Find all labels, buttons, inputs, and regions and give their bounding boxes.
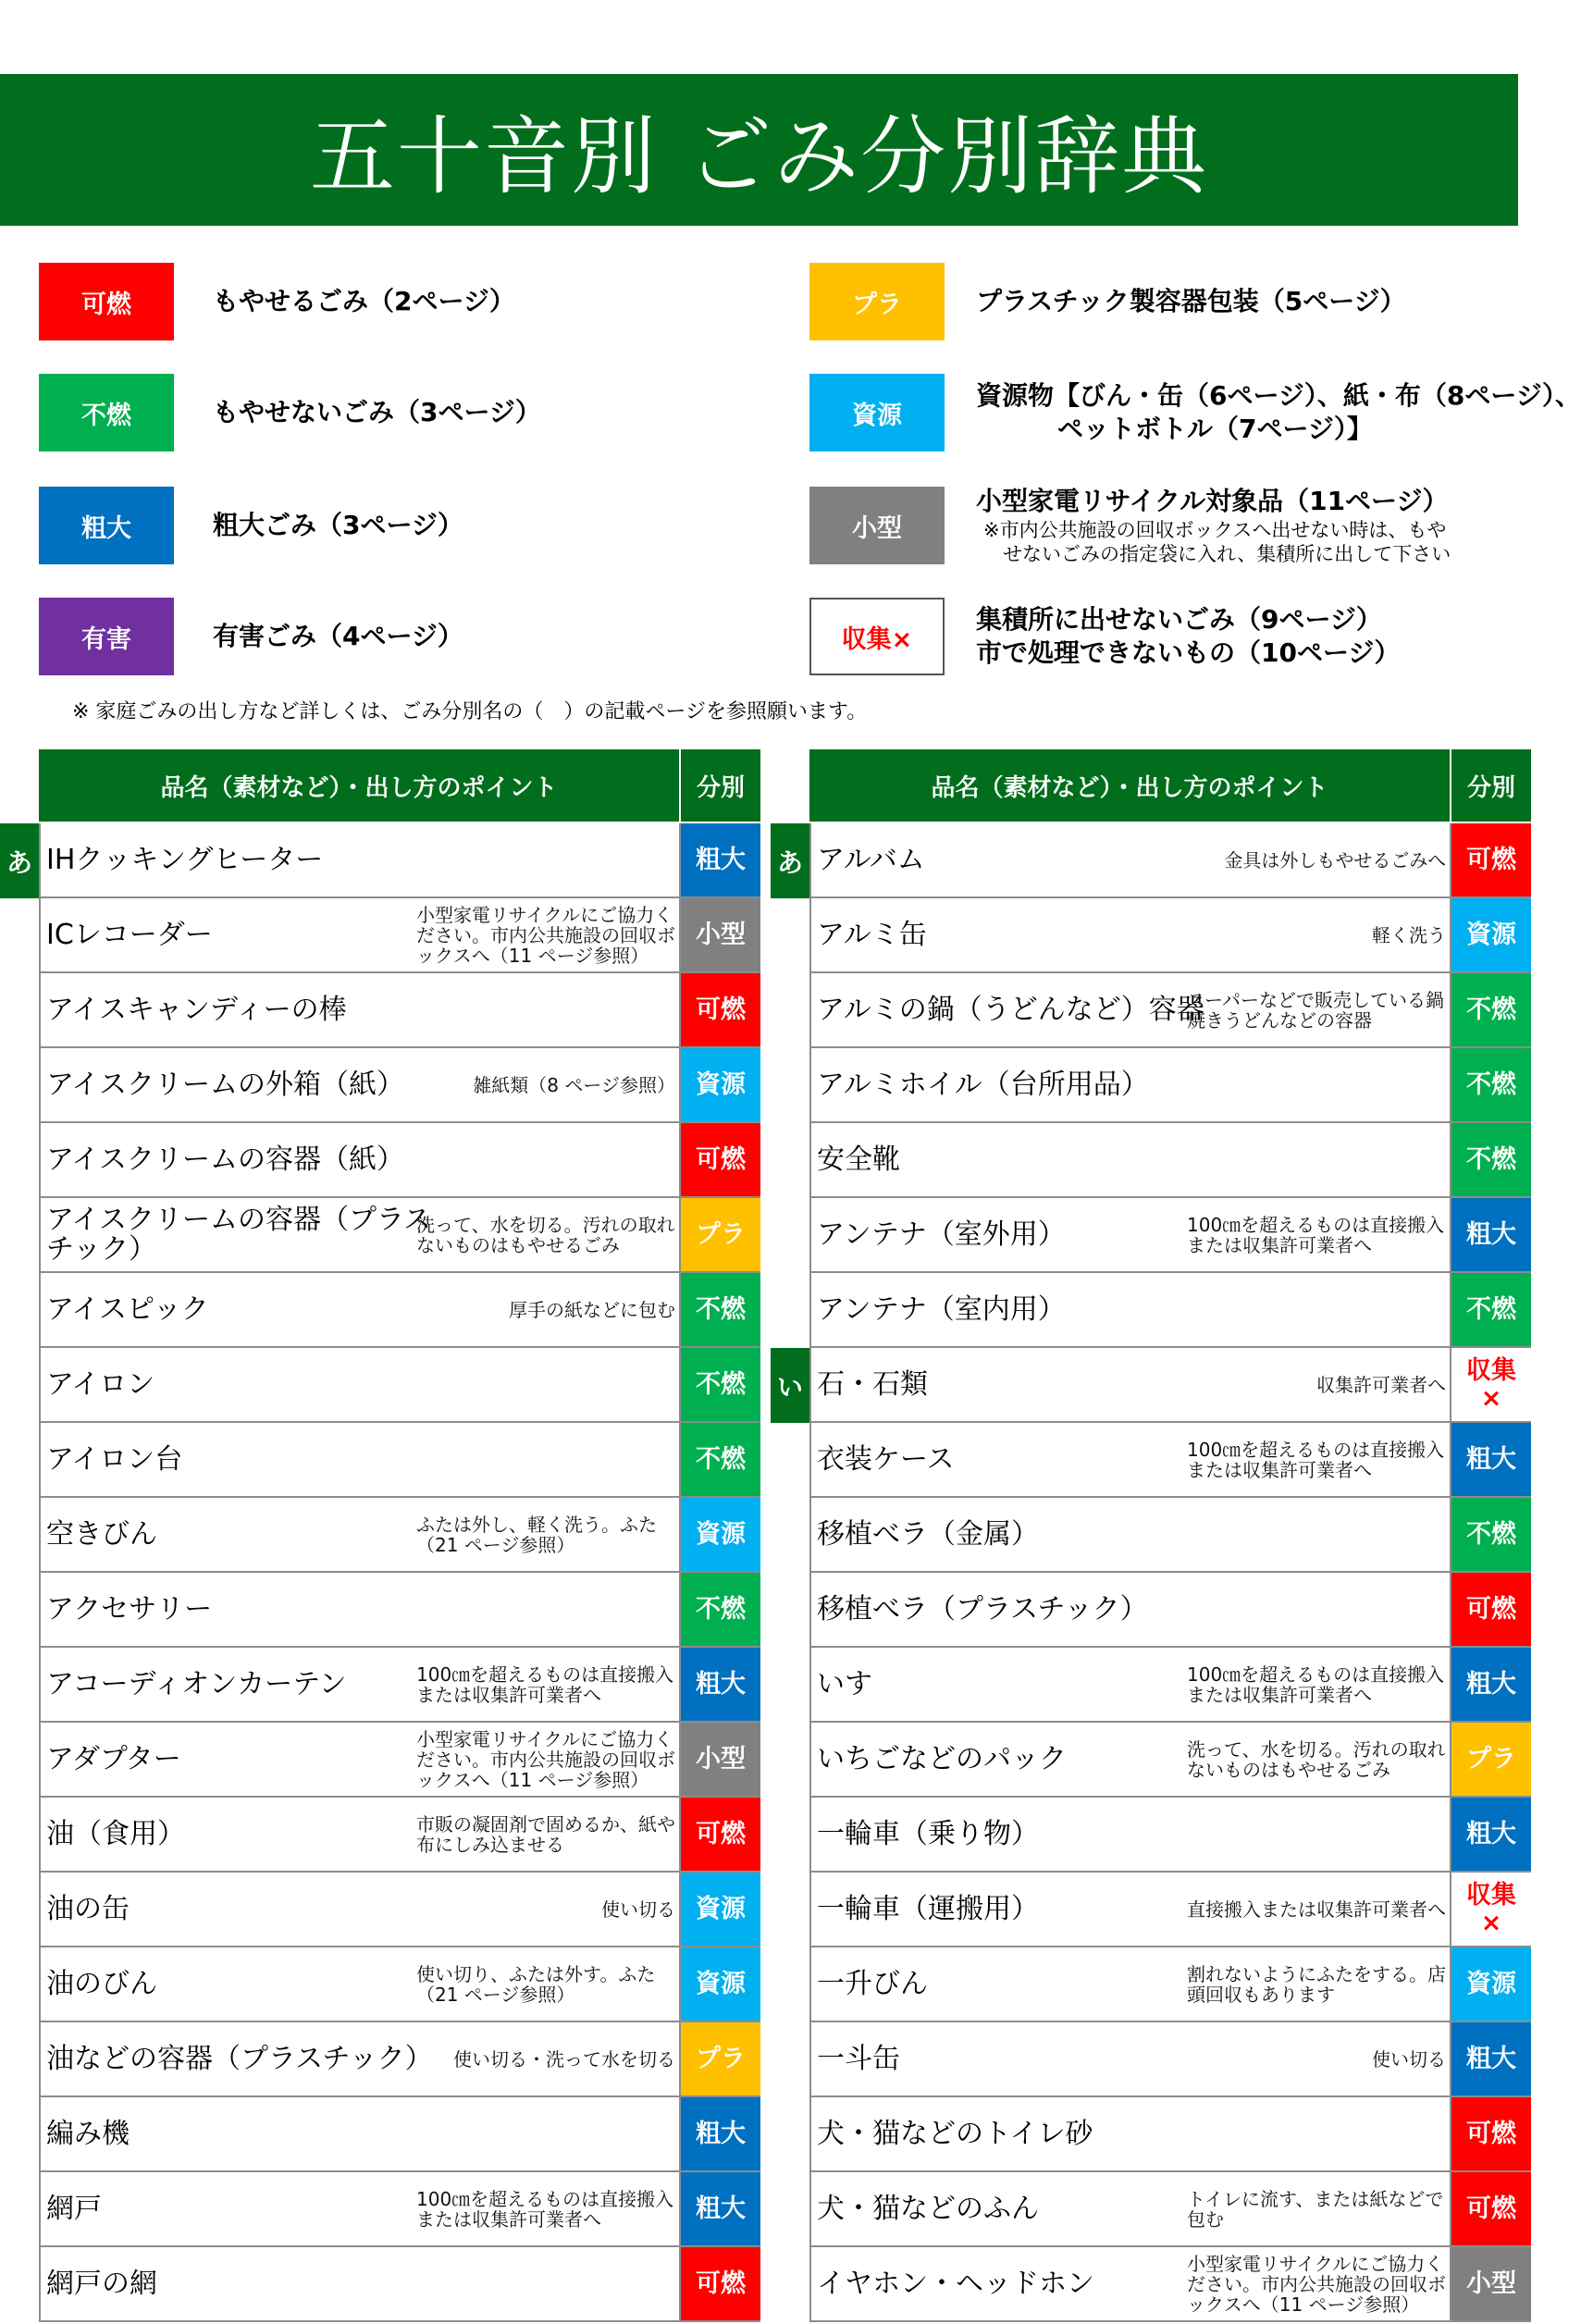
category-badge: プラ xyxy=(1451,1723,1531,1796)
category-badge: 粗大 xyxy=(681,2097,760,2170)
item-cell xyxy=(811,1348,1451,1421)
item-name: イヤホン・ヘッドホン xyxy=(817,2267,1094,2300)
item-note: 使い切る・洗って水を切る xyxy=(453,2047,675,2071)
legend-badge: 粗大 xyxy=(39,487,174,564)
item-name: アイロン xyxy=(46,1367,155,1401)
item-cell xyxy=(41,1648,681,1721)
item-name: アルミホイル（台所用品） xyxy=(817,1068,1149,1101)
item-cell xyxy=(41,2172,681,2245)
item-name: 石・石類 xyxy=(817,1367,928,1401)
item-name: 油の缶 xyxy=(46,1892,130,1925)
table-row xyxy=(39,1273,760,1348)
item-cell xyxy=(811,1198,1451,1271)
item-name: 網戸 xyxy=(46,2192,102,2225)
category-badge: 不燃 xyxy=(1451,973,1531,1046)
item-cell xyxy=(811,2097,1451,2170)
item-cell xyxy=(811,1048,1451,1121)
legend-desc: 資源物【びん・缶（6ページ）、紙・布（8ページ）、 ペットボトル（7ページ）】 xyxy=(976,380,1581,444)
legend-item-shushu-batsu xyxy=(809,598,1400,675)
item-name: 網戸の網 xyxy=(46,2267,157,2300)
item-cell xyxy=(811,1498,1451,1571)
item-name: 移植べラ（金属） xyxy=(817,1517,1039,1551)
category-badge: 粗大 xyxy=(1451,2022,1531,2095)
footnote: ※ 家庭ごみの出し方など詳しくは、ごみ分別名の（ ）の記載ページを参照願います。 xyxy=(72,700,868,723)
item-name: アンテナ（室外用） xyxy=(817,1218,1066,1251)
item-note: 収集許可業者へ xyxy=(1316,1373,1446,1396)
header-category: 分別 xyxy=(696,773,745,802)
item-cell xyxy=(811,1873,1451,1946)
table-row xyxy=(809,1048,1531,1123)
header-name: 品名（素材など）・出し方のポイント xyxy=(809,749,1451,822)
category-badge: 資源 xyxy=(681,1048,760,1121)
table-body xyxy=(776,823,1531,2322)
item-cell xyxy=(41,973,681,1046)
table-row xyxy=(39,1648,760,1723)
item-name: 油のびん xyxy=(46,1967,157,2000)
table-row xyxy=(809,1123,1531,1198)
item-cell xyxy=(811,823,1451,896)
item-note: 直接搬入または収集許可業者へ xyxy=(1187,1898,1446,1921)
item-cell xyxy=(811,1723,1451,1796)
legend-desc: もやせるごみ（2ページ） xyxy=(213,286,515,316)
table-row xyxy=(776,1348,1531,1423)
legend-desc: 集積所に出せないごみ（9ページ） 市で処理できないもの（10ページ） xyxy=(976,604,1401,668)
item-cell xyxy=(811,1423,1451,1496)
item-cell xyxy=(811,2172,1451,2245)
item-name: アクセサリー xyxy=(46,1592,213,1626)
table-row xyxy=(809,1798,1531,1873)
category-badge: 小型 xyxy=(681,898,760,971)
item-note: 金具は外しもやせるごみへ xyxy=(1224,848,1446,872)
table-row xyxy=(39,1423,760,1498)
table-row xyxy=(39,1798,760,1873)
category-badge: 資源 xyxy=(681,1873,760,1946)
item-name: 一斗缶 xyxy=(817,2042,900,2075)
header-name: 品名（素材など）・出し方のポイント xyxy=(39,749,681,822)
table-row xyxy=(39,1723,760,1798)
table-row xyxy=(809,1423,1531,1498)
item-cell xyxy=(811,1123,1451,1196)
item-name: 安全靴 xyxy=(817,1143,900,1176)
item-note: 割れないようにふたをする。店頭回収もあります xyxy=(1187,1962,1446,2006)
category-badge: 収集 × xyxy=(1451,1348,1531,1421)
table-row xyxy=(39,2022,760,2097)
right-table xyxy=(776,749,1531,2322)
item-note: 100㎝を超えるものは直接搬入または収集許可業者へ xyxy=(416,2187,674,2231)
item-name: アルミ缶 xyxy=(817,918,927,951)
category-badge: 粗大 xyxy=(1451,1798,1531,1871)
item-note: トイレに流す、または紙などで包む xyxy=(1187,2187,1444,2231)
item-name: いちごなどのパック xyxy=(817,1742,1067,1775)
category-badge: 資源 xyxy=(1451,1947,1531,2021)
category-badge: 不燃 xyxy=(1451,1123,1531,1196)
item-cell xyxy=(41,1723,681,1796)
category-badge: 不燃 xyxy=(681,1573,760,1646)
legend-badge: 不燃 xyxy=(39,374,174,451)
item-note: 軽く洗う xyxy=(1372,923,1446,946)
category-badge: 可燃 xyxy=(1451,823,1531,896)
category-badge: 小型 xyxy=(1451,2247,1531,2320)
legend-badge: 収集× xyxy=(809,598,945,675)
item-name: アルミの鍋（うどんなど）容器 xyxy=(817,993,1204,1026)
item-cell xyxy=(41,1798,681,1871)
item-name: 編み機 xyxy=(46,2117,130,2150)
item-note: 100㎝を超えるものは直接搬入または収集許可業者へ xyxy=(1187,1438,1445,1481)
table-row xyxy=(39,1123,760,1198)
left-table xyxy=(6,749,760,2322)
legend-item-yugai xyxy=(39,598,463,675)
item-name: アルバム xyxy=(817,843,925,876)
item-name: 移植べラ（プラスチック） xyxy=(817,1592,1148,1626)
table-row xyxy=(39,1947,760,2022)
legend xyxy=(0,259,1581,694)
table-row xyxy=(776,823,1531,898)
item-cell xyxy=(811,898,1451,971)
kana-index: い xyxy=(771,1348,809,1423)
item-name: アイスクリームの外箱（紙） xyxy=(46,1068,404,1101)
item-cell xyxy=(41,1498,681,1571)
item-cell xyxy=(41,2097,681,2170)
table-row xyxy=(39,1048,760,1123)
legend-desc: 有害ごみ（4ページ） xyxy=(213,621,463,651)
item-note: 小型家電リサイクルにご協力ください。市内公共施設の回収ボックスへ（11 ページ参照） xyxy=(1187,2252,1446,2316)
category-badge: 小型 xyxy=(681,1723,760,1796)
table-row xyxy=(39,898,760,973)
category-badge: 不燃 xyxy=(1451,1273,1531,1346)
category-badge: 不燃 xyxy=(681,1423,760,1496)
item-name: いす xyxy=(817,1667,872,1700)
table-header xyxy=(809,749,1531,823)
category-badge: 不燃 xyxy=(681,1348,760,1421)
category-badge: 資源 xyxy=(681,1498,760,1571)
item-note: 100㎝を超えるものは直接搬入または収集許可業者へ xyxy=(1187,1213,1445,1256)
item-cell xyxy=(41,2247,681,2320)
item-cell xyxy=(41,1198,681,1271)
table-row xyxy=(809,2172,1531,2247)
item-name: 油（食用） xyxy=(46,1817,185,1850)
header-category: 分別 xyxy=(1466,773,1515,802)
item-note: 小型家電リサイクルにご協力ください。市内公共施設の回収ボックスへ（11 ページ参照） xyxy=(416,1727,675,1791)
category-badge: 可燃 xyxy=(681,1123,760,1196)
category-badge: 収集 × xyxy=(1451,1873,1531,1946)
table-row xyxy=(809,1723,1531,1798)
item-cell xyxy=(41,898,681,971)
legend-desc: プラスチック製容器包装（5ページ） xyxy=(976,286,1406,316)
page-title: 五十音別 ごみ分別辞典 xyxy=(0,74,1518,226)
category-badge: 資源 xyxy=(681,1947,760,2021)
item-note: 洗って、水を切る。汚れの取れないものはもやせるごみ xyxy=(416,1213,675,1256)
category-badge: 資源 xyxy=(1451,898,1531,971)
item-note: 100㎝を超えるものは直接搬入または収集許可業者へ xyxy=(1187,1663,1445,1706)
category-badge: 不燃 xyxy=(1451,1048,1531,1121)
item-name: 一輪車（運搬用） xyxy=(817,1892,1039,1925)
table-row xyxy=(809,2247,1531,2322)
item-note: 厚手の紙などに包む xyxy=(509,1298,675,1321)
item-name: アイロン台 xyxy=(46,1442,183,1476)
table-row xyxy=(39,2172,760,2247)
item-cell xyxy=(41,2022,681,2095)
legend-badge: 小型 xyxy=(809,487,945,564)
legend-item-pura xyxy=(809,263,1406,340)
item-note: スーパーなどで販売している鍋焼きうどんなどの容器 xyxy=(1187,988,1444,1032)
item-name: 衣装ケース xyxy=(817,1442,955,1476)
category-badge: 可燃 xyxy=(1451,2097,1531,2170)
legend-badge: 資源 xyxy=(809,374,945,451)
table-row xyxy=(809,973,1531,1048)
item-cell xyxy=(41,1123,681,1196)
table-row xyxy=(809,1573,1531,1648)
item-name: アイスキャンディーの棒 xyxy=(46,993,347,1026)
legend-desc: 小型家電リサイクル対象品（11ページ） ※市内公共施設の回収ボックスへ出せない時は、もや せないごみの指定袋に入れ、集積所に出して下さい xyxy=(976,486,1451,565)
legend-badge: 可燃 xyxy=(39,263,174,340)
item-cell xyxy=(811,1273,1451,1346)
category-badge: 不燃 xyxy=(1451,1498,1531,1571)
item-name: 犬・猫などのふん xyxy=(817,2192,1039,2225)
table-row xyxy=(39,1498,760,1573)
table-row xyxy=(809,1498,1531,1573)
kana-index: あ xyxy=(771,823,809,898)
category-badge: 粗大 xyxy=(681,1648,760,1721)
item-name: 一輪車（乗り物） xyxy=(817,1817,1039,1850)
table-row xyxy=(39,1348,760,1423)
category-badge: 粗大 xyxy=(681,2172,760,2245)
table-row xyxy=(809,1648,1531,1723)
item-note: 100㎝を超えるものは直接搬入または収集許可業者へ xyxy=(416,1663,674,1706)
item-name: 一升びん xyxy=(817,1967,928,2000)
table-row xyxy=(6,823,760,898)
kana-index: あ xyxy=(0,823,39,898)
legend-item-kogata xyxy=(809,487,1451,564)
item-cell xyxy=(41,1348,681,1421)
category-badge: 粗大 xyxy=(1451,1198,1531,1271)
category-badge: 粗大 xyxy=(681,823,760,896)
table-row xyxy=(39,2097,760,2172)
legend-item-funen xyxy=(39,374,541,451)
category-badge: 可燃 xyxy=(681,1798,760,1871)
item-name: 油などの容器（プラスチック） xyxy=(46,2042,433,2075)
item-name: アダプター xyxy=(46,1742,181,1775)
table-row xyxy=(39,1873,760,1947)
table-row xyxy=(809,1198,1531,1273)
item-note: 市販の凝固剤で固めるか、紙や布にしみ込ませる xyxy=(416,1812,675,1856)
item-cell xyxy=(41,1048,681,1121)
category-badge: 不燃 xyxy=(681,1273,760,1346)
item-name: ICレコーダー xyxy=(46,918,213,951)
item-cell xyxy=(811,973,1451,1046)
item-note: 使い切る xyxy=(1372,2047,1446,2071)
legend-badge: プラ xyxy=(809,263,945,340)
item-note: 使い切り、ふたは外す。ふた（21 ページ参照） xyxy=(416,1962,656,2006)
table-body xyxy=(6,823,760,2322)
category-badge: 可燃 xyxy=(681,973,760,1046)
item-cell xyxy=(811,1947,1451,2021)
table-row xyxy=(39,973,760,1048)
legend-item-sodai xyxy=(39,487,463,564)
legend-item-kanen xyxy=(39,263,515,340)
item-name: 犬・猫などのトイレ砂 xyxy=(817,2117,1093,2150)
item-name: アイスクリームの容器（紙） xyxy=(46,1143,404,1176)
table-row xyxy=(809,1873,1531,1947)
item-name: アイスクリームの容器（プラスチック） xyxy=(46,1203,432,1266)
item-name: アイスピック xyxy=(46,1292,209,1326)
legend-badge: 有害 xyxy=(39,598,174,675)
category-badge: 粗大 xyxy=(1451,1648,1531,1721)
table-header xyxy=(39,749,760,823)
item-name: アンテナ（室内用） xyxy=(817,1292,1066,1326)
table-row xyxy=(39,2247,760,2322)
category-badge: 粗大 xyxy=(1451,1423,1531,1496)
item-cell xyxy=(811,1798,1451,1871)
item-name: アコーディオンカーテン xyxy=(46,1667,347,1700)
item-cell xyxy=(41,1873,681,1946)
table-row xyxy=(809,1273,1531,1348)
item-note: 雑紙類（8 ページ参照） xyxy=(473,1073,675,1096)
category-badge: プラ xyxy=(681,2022,760,2095)
legend-desc: もやせないごみ（3ページ） xyxy=(213,397,541,427)
table-row xyxy=(809,2022,1531,2097)
table-row xyxy=(809,2097,1531,2172)
item-cell xyxy=(811,1648,1451,1721)
item-cell xyxy=(41,1423,681,1496)
category-badge: 可燃 xyxy=(1451,2172,1531,2245)
item-note: ふたは外し、軽く洗う。ふた（21 ページ参照） xyxy=(416,1513,657,1556)
table-row xyxy=(809,1947,1531,2022)
item-cell xyxy=(811,2022,1451,2095)
legend-desc: 粗大ごみ（3ページ） xyxy=(213,510,463,540)
table-row xyxy=(39,1198,760,1273)
item-name: 空きびん xyxy=(46,1517,157,1551)
item-cell xyxy=(41,823,681,896)
legend-item-shigen xyxy=(809,374,1581,451)
category-badge: プラ xyxy=(681,1198,760,1271)
category-badge: 可燃 xyxy=(681,2247,760,2320)
table-row xyxy=(809,898,1531,973)
item-cell xyxy=(41,1947,681,2021)
item-note: 小型家電リサイクルにご協力ください。市内公共施設の回収ボックスへ（11 ページ参照） xyxy=(416,903,675,967)
table-row xyxy=(39,1573,760,1648)
category-badge: 可燃 xyxy=(1451,1573,1531,1646)
item-cell xyxy=(811,1573,1451,1646)
item-cell xyxy=(41,1273,681,1346)
item-cell xyxy=(811,2247,1451,2320)
item-note: 洗って、水を切る。汚れの取れないものはもやせるごみ xyxy=(1187,1737,1446,1781)
item-cell xyxy=(41,1573,681,1646)
item-name: IHクッキングヒーター xyxy=(46,843,324,876)
item-note: 使い切る xyxy=(601,1898,675,1921)
